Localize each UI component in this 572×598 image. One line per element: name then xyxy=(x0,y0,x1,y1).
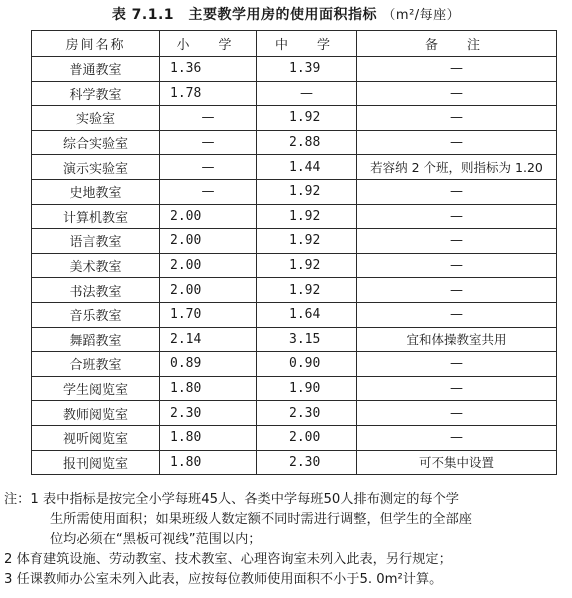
cell-middle: 1.92 xyxy=(257,106,357,131)
cell-middle: 0.90 xyxy=(257,352,357,377)
cell-room-name: 演示实验室 xyxy=(32,155,160,180)
table-body xyxy=(32,57,557,475)
cell-room-name: 实验室 xyxy=(32,106,160,131)
cell-middle: 2.00 xyxy=(257,425,357,450)
cell-middle: 2.30 xyxy=(257,450,357,475)
cell-primary: 1.80 xyxy=(160,450,257,475)
cell-primary: 1.36 xyxy=(160,57,257,82)
table-unit: （m²/每座） xyxy=(382,8,461,23)
cell-primary: 2.00 xyxy=(160,253,257,278)
cell-remarks: — xyxy=(357,57,557,82)
table-row xyxy=(32,376,557,401)
cell-middle: 1.92 xyxy=(257,204,357,229)
table-row xyxy=(32,130,557,155)
cell-remarks: — xyxy=(357,278,557,303)
table-row xyxy=(32,401,557,426)
table-row xyxy=(32,81,557,106)
cell-remarks: 宜和体操教室共用 xyxy=(357,327,557,352)
note-line-1: 注：1 表中指标是按完全小学每班45人、各类中学每班50人排布测定的每个学 xyxy=(4,492,459,507)
cell-middle: 1.92 xyxy=(257,229,357,254)
cell-room-name: 综合实验室 xyxy=(32,130,160,155)
cell-primary: 2.00 xyxy=(160,229,257,254)
header-remarks: 备 注 xyxy=(357,31,557,57)
cell-room-name: 学生阅览室 xyxy=(32,376,160,401)
cell-middle: 1.44 xyxy=(257,155,357,180)
table-row xyxy=(32,278,557,303)
cell-middle: 1.92 xyxy=(257,179,357,204)
cell-room-name: 书法教室 xyxy=(32,278,160,303)
cell-remarks: — xyxy=(357,130,557,155)
cell-primary: 0.89 xyxy=(160,352,257,377)
cell-room-name: 普通教室 xyxy=(32,57,160,82)
cell-primary: 1.70 xyxy=(160,302,257,327)
cell-middle: 3.15 xyxy=(257,327,357,352)
cell-room-name: 合班教室 xyxy=(32,352,160,377)
notes xyxy=(4,490,570,590)
cell-remarks: 可不集中设置 xyxy=(357,450,557,475)
cell-remarks: — xyxy=(357,229,557,254)
table-title xyxy=(0,4,572,24)
header-room-name: 房间名称 xyxy=(32,31,160,57)
table-row xyxy=(32,204,557,229)
cell-primary: 1.80 xyxy=(160,376,257,401)
cell-primary: 2.00 xyxy=(160,278,257,303)
cell-remarks: — xyxy=(357,81,557,106)
cell-room-name: 报刊阅览室 xyxy=(32,450,160,475)
table-row xyxy=(32,425,557,450)
cell-remarks: — xyxy=(357,106,557,131)
cell-room-name: 科学教室 xyxy=(32,81,160,106)
cell-primary: 2.30 xyxy=(160,401,257,426)
table-row xyxy=(32,179,557,204)
table-row xyxy=(32,352,557,377)
header-primary: 小 学 xyxy=(160,31,257,57)
cell-middle: 1.39 xyxy=(257,57,357,82)
table-row xyxy=(32,253,557,278)
header-middle: 中 学 xyxy=(257,31,357,57)
cell-primary: — xyxy=(160,130,257,155)
cell-primary: — xyxy=(160,106,257,131)
cell-room-name: 计算机教室 xyxy=(32,204,160,229)
cell-middle: 2.30 xyxy=(257,401,357,426)
cell-remarks: — xyxy=(357,352,557,377)
cell-primary: — xyxy=(160,155,257,180)
cell-middle: 1.64 xyxy=(257,302,357,327)
cell-room-name: 语言教室 xyxy=(32,229,160,254)
table-row xyxy=(32,229,557,254)
cell-middle: 1.92 xyxy=(257,278,357,303)
cell-room-name: 舞蹈教室 xyxy=(32,327,160,352)
note-line-4: 2 体育建筑设施、劳动教室、技术教室、心理咨询室未列入此表，另行规定； xyxy=(4,552,452,567)
table-row xyxy=(32,450,557,475)
cell-remarks: 若容纳 2 个班，则指标为 1.20 xyxy=(357,155,557,180)
cell-remarks: — xyxy=(357,253,557,278)
cell-room-name: 史地教室 xyxy=(32,179,160,204)
cell-room-name: 美术教室 xyxy=(32,253,160,278)
cell-primary: 2.14 xyxy=(160,327,257,352)
cell-middle: 2.88 xyxy=(257,130,357,155)
cell-middle: — xyxy=(257,81,357,106)
cell-remarks: — xyxy=(357,401,557,426)
cell-remarks: — xyxy=(357,302,557,327)
header-row xyxy=(32,31,557,57)
note-line-5: 3 任课教师办公室未列入此表，应按每位教师使用面积不小于5. 0m²计算。 xyxy=(4,572,443,587)
note-line-2: 生所需使用面积；如果班级人数定额不同时需进行调整，但学生的全部座 xyxy=(50,512,472,527)
cell-remarks: — xyxy=(357,179,557,204)
cell-primary: — xyxy=(160,179,257,204)
table-row xyxy=(32,155,557,180)
cell-remarks: — xyxy=(357,425,557,450)
table-row xyxy=(32,106,557,131)
table-row xyxy=(32,327,557,352)
table-row xyxy=(32,57,557,82)
cell-middle: 1.92 xyxy=(257,253,357,278)
note-line-3: 位均必须在“黑板可视线”范围以内； xyxy=(50,532,262,547)
cell-remarks: — xyxy=(357,376,557,401)
cell-room-name: 视听阅览室 xyxy=(32,425,160,450)
cell-remarks: — xyxy=(357,204,557,229)
cell-room-name: 教师阅览室 xyxy=(32,401,160,426)
area-index-table xyxy=(31,30,557,475)
cell-room-name: 音乐教室 xyxy=(32,302,160,327)
cell-primary: 2.00 xyxy=(160,204,257,229)
cell-middle: 1.90 xyxy=(257,376,357,401)
table-row xyxy=(32,302,557,327)
cell-primary: 1.80 xyxy=(160,425,257,450)
table-title-text: 表 7.1.1 主要教学用房的使用面积指标 xyxy=(111,7,378,23)
cell-primary: 1.78 xyxy=(160,81,257,106)
